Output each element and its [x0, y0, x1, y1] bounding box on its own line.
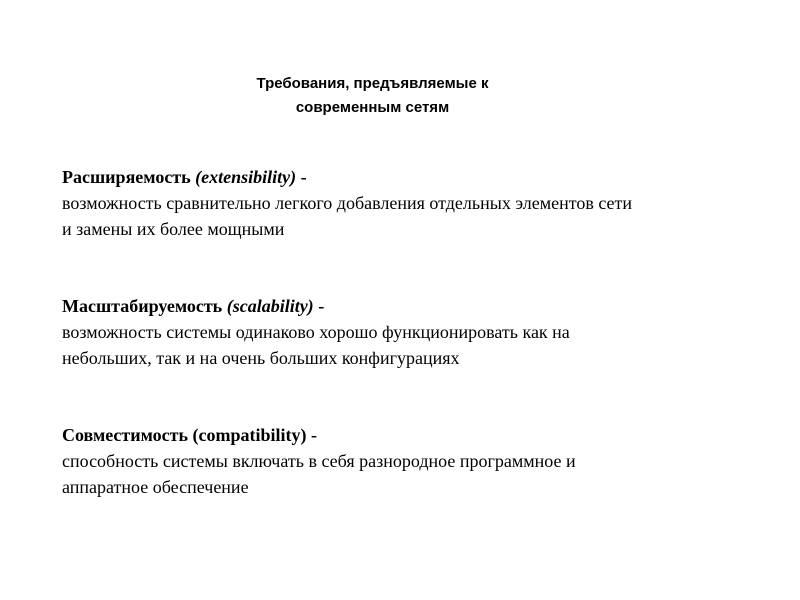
slide-title-line-2: современным сетям — [295, 99, 450, 116]
slide-title-line-1: Требования, предъявляемые к — [256, 75, 489, 92]
term-dash: - — [300, 167, 307, 187]
term-english: (compatibility) — [192, 425, 307, 445]
term-definition-line-1: возможность системы одинаково хорошо функционировать как на — [62, 322, 570, 342]
slide-title — [200, 72, 545, 120]
term-definition-line-1: возможность сравнительно легкого добавления отдельных элементов сети — [62, 193, 633, 213]
term-heading — [62, 164, 782, 190]
term-definition-line-2: небольших, так и на очень больших конфигурациях — [62, 348, 460, 368]
term-heading — [62, 293, 782, 319]
term-heading — [62, 422, 782, 448]
term-english: (extensibility) — [195, 167, 297, 187]
term-extensibility — [62, 164, 782, 242]
term-definition-line-2: аппаратное обеспечение — [62, 477, 249, 497]
term-name: Расширяемость — [62, 167, 191, 187]
term-definition-line-2: и замены их более мощными — [62, 219, 285, 239]
term-scalability — [62, 293, 782, 371]
term-definition-line-1: способность системы включать в себя разнородное программное и — [62, 451, 576, 471]
term-compatibility — [62, 422, 782, 500]
term-name: Масштабируемость — [62, 296, 223, 316]
term-name: Совместимость — [62, 425, 189, 445]
term-dash: - — [311, 425, 318, 445]
term-english: (scalability) — [226, 296, 314, 316]
term-dash: - — [318, 296, 325, 316]
